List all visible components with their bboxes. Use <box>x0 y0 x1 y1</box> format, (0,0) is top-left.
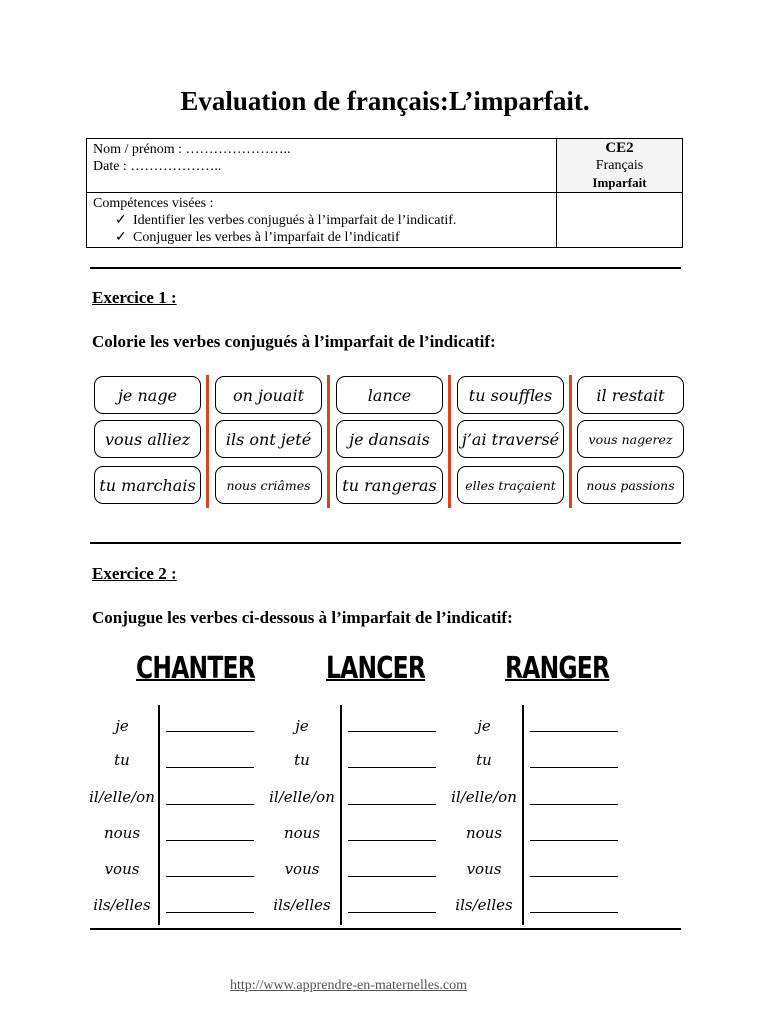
verb-heading: RANGER <box>505 651 610 686</box>
student-fields <box>87 139 557 193</box>
exercise2-title: Exercice 2 : <box>92 564 177 583</box>
verb-heading: CHANTER <box>136 651 255 686</box>
name-field: Nom / prénom : ………………….. <box>93 142 291 157</box>
competences-cell <box>87 193 557 248</box>
pronoun-label: ils/elles <box>455 896 513 914</box>
pronoun-label: je <box>115 717 129 735</box>
competence-item: ✓ Identifier les verbes conjugués à l’imparfait de l’indicatif. <box>115 213 457 228</box>
checkmark-icon: ✓ <box>115 230 127 245</box>
topic: Imparfait <box>592 175 647 190</box>
verb-card[interactable]: on jouait <box>215 376 322 414</box>
answer-blank[interactable] <box>348 840 436 841</box>
column-rule <box>158 705 160 925</box>
answer-blank[interactable] <box>166 912 254 913</box>
subject: Français <box>595 158 644 173</box>
verb-card[interactable]: tu souffles <box>457 376 564 414</box>
answer-blank[interactable] <box>348 912 436 913</box>
competences-list <box>93 212 550 246</box>
pronoun-label: vous <box>104 860 140 878</box>
verb-card[interactable]: lance <box>336 376 443 414</box>
pronoun-label: nous <box>103 824 141 842</box>
empty-cell <box>557 193 683 248</box>
verb-heading: LANCER <box>326 651 426 686</box>
divider <box>90 267 681 269</box>
pronoun-label: ils/elles <box>93 896 151 914</box>
pronoun-label: tu <box>476 751 492 769</box>
answer-blank[interactable] <box>166 876 254 877</box>
page-title: Evaluation de français:L’imparfait. <box>180 86 590 116</box>
column-separator <box>327 375 330 508</box>
class-level: CE2 <box>605 140 634 156</box>
verb-cards-grid <box>92 373 686 508</box>
pronoun-label: nous <box>283 824 321 842</box>
exercise1-instruction: Colorie les verbes conjugués à l’imparfait de l’indicatif: <box>92 332 496 351</box>
pronoun-label: je <box>477 717 491 735</box>
answer-blank[interactable] <box>348 804 436 805</box>
answer-blank[interactable] <box>166 804 254 805</box>
column-rule <box>522 705 524 925</box>
verb-card[interactable]: tu rangeras <box>336 466 443 504</box>
answer-blank[interactable] <box>166 767 254 768</box>
answer-blank[interactable] <box>348 767 436 768</box>
answer-blank[interactable] <box>166 840 254 841</box>
pronoun-label: tu <box>294 751 310 769</box>
pronoun-label: il/elle/on <box>89 788 155 806</box>
pronoun-label: tu <box>114 751 130 769</box>
divider <box>90 542 681 544</box>
verb-card[interactable]: j’ai traversé <box>457 420 564 458</box>
answer-blank[interactable] <box>530 912 618 913</box>
verb-card[interactable]: nous passions <box>577 466 684 504</box>
column-separator <box>206 375 209 508</box>
conjugation-table <box>89 645 627 928</box>
answer-blank[interactable] <box>166 731 254 732</box>
verb-card[interactable]: nous criâmes <box>215 466 322 504</box>
footer-link[interactable]: http://www.apprendre-en-maternelles.com <box>229 978 467 993</box>
competence-item: ✓ Conjuguer les verbes à l’imparfait de l’indicatif <box>115 230 400 245</box>
column-rule <box>340 705 342 925</box>
pronoun-label: vous <box>284 860 320 878</box>
exercise2-instruction: Conjugue les verbes ci-dessous à l’imparfait de l’indicatif: <box>92 608 513 627</box>
answer-blank[interactable] <box>530 731 618 732</box>
column-separator <box>448 375 451 508</box>
answer-blank[interactable] <box>530 767 618 768</box>
answer-blank[interactable] <box>530 840 618 841</box>
class-info <box>557 139 683 193</box>
competences-label: Compétences visées : <box>93 196 214 211</box>
exercise1-title: Exercice 1 : <box>92 288 177 307</box>
divider <box>90 928 681 930</box>
verb-card[interactable]: ils ont jeté <box>215 420 322 458</box>
column-separator <box>569 375 572 508</box>
verb-card[interactable]: elles traçaient <box>457 466 564 504</box>
answer-blank[interactable] <box>348 876 436 877</box>
pronoun-label: il/elle/on <box>451 788 517 806</box>
verb-card[interactable]: il restait <box>577 376 684 414</box>
pronoun-label: nous <box>465 824 503 842</box>
verb-card[interactable]: je nage <box>94 376 201 414</box>
answer-blank[interactable] <box>530 876 618 877</box>
pronoun-label: je <box>295 717 309 735</box>
verb-card[interactable]: je dansais <box>336 420 443 458</box>
pronoun-label: vous <box>466 860 502 878</box>
info-table <box>86 138 683 248</box>
answer-blank[interactable] <box>530 804 618 805</box>
pronoun-label: ils/elles <box>273 896 331 914</box>
pronoun-label: il/elle/on <box>269 788 335 806</box>
verb-card[interactable]: tu marchais <box>94 466 201 504</box>
verb-card[interactable]: vous nagerez <box>577 420 684 458</box>
date-field: Date : ……………….. <box>93 159 222 174</box>
verb-card[interactable]: vous alliez <box>94 420 201 458</box>
checkmark-icon: ✓ <box>115 213 127 228</box>
answer-blank[interactable] <box>348 731 436 732</box>
